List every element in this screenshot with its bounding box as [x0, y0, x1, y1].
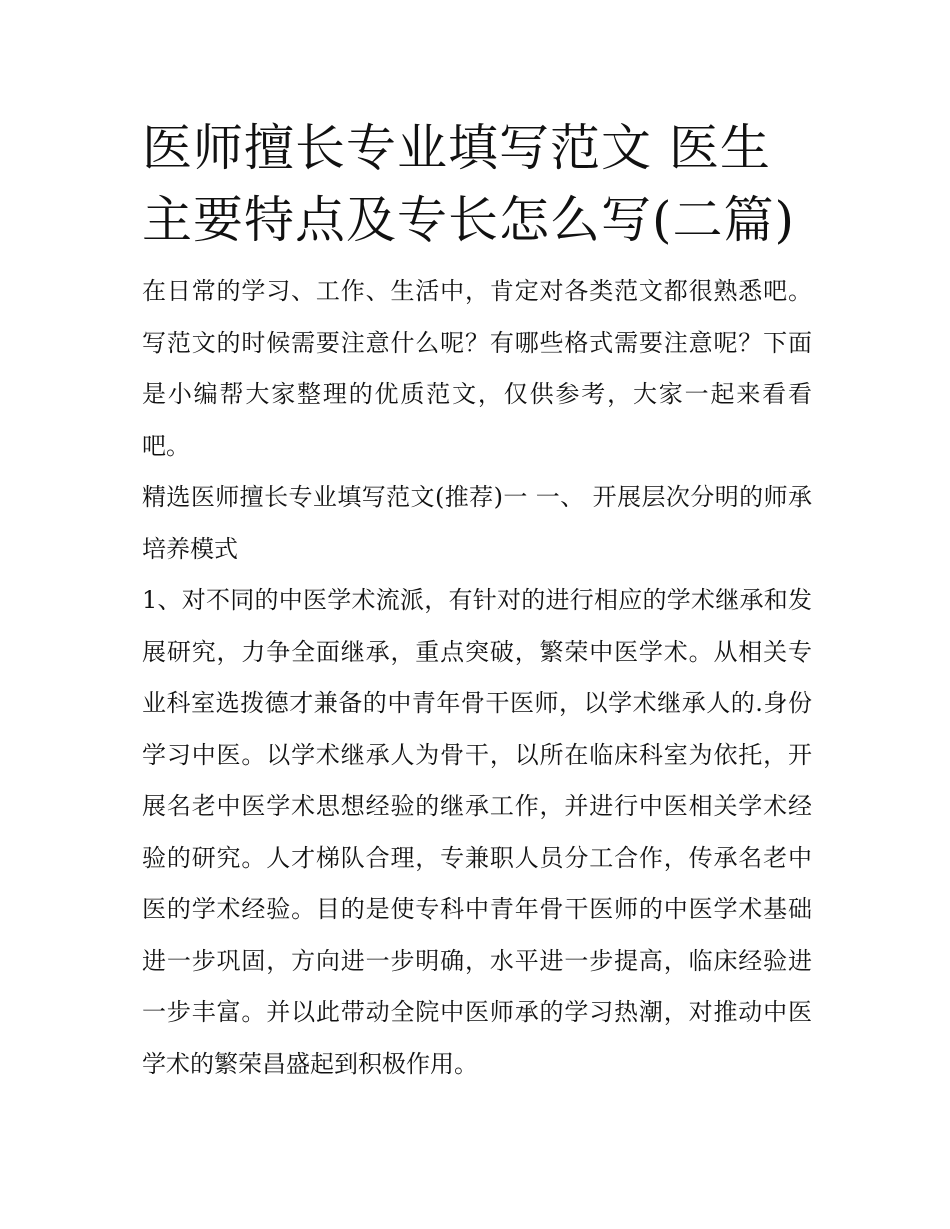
- document-page: [142, 112, 812, 1090]
- document-title: 医师擅长专业填写范文 医生主要特点及专长怎么写(二篇): [142, 119, 796, 249]
- intro-paragraph: 在日常的学习、工作、生活中，肯定对各类范文都很熟悉吧。写范文的时候需要注意什么呢？有哪些格式需要注意呢？下面是小编帮大家整理的优质范文，仅供参考，大家一起来看看吧。: [142, 277, 812, 460]
- body-paragraph: 1、对不同的中医学术流派，有针对的进行相应的学术继承和发展研究，力争全面继承，重点突破，繁荣中医学术。从相关专业科室选拨德才兼备的中青年骨干医师，以学术继承人的.身份学习中医。以学术继承人为骨干，以所在临床科室为依托，开展名老中医学术思想经验的继承工作，并进行中医相关学术经验的研究。人才梯队合理，专兼职人员分工合作，传承名老中医的学术经验。目的是使专科中青年骨干医师的中医学术基础进一步巩固，方向进一步明确，水平进一步提高，临床经验进一步丰富。并以此带动全院中医师承的学习热潮，对推动中医学术的繁荣昌盛起到积极作用。: [142, 586, 812, 1078]
- section-heading-paragraph: 精选医师擅长专业填写范文(推荐)一 一、 开展层次分明的师承培养模式: [142, 483, 812, 563]
- title-spacer: [142, 256, 812, 266]
